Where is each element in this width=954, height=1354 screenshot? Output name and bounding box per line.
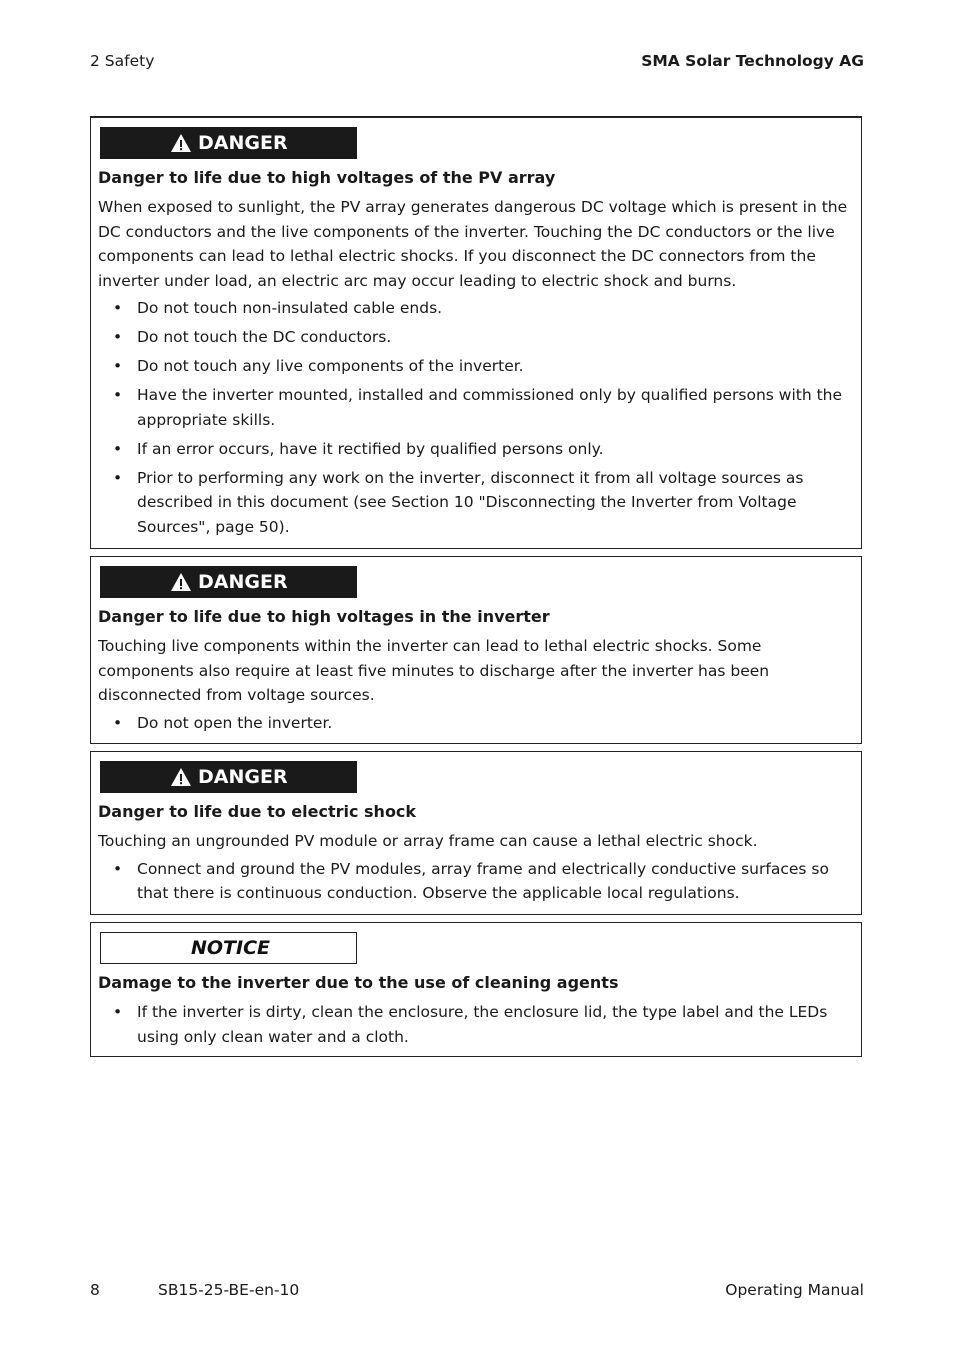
list-item: • Have the inverter mounted, installed and commissioned only by qualified persons with the appropriate skills. [98, 383, 855, 432]
list-item: • If the inverter is dirty, clean the enclosure, the enclosure lid, the type label and the LEDs using only clean water and a cloth. [98, 1000, 855, 1049]
danger-label-text: DANGER [198, 132, 288, 154]
notice-text: Touching live components within the inverter can lead to lethal electric shocks. Some components also require at least five minutes to discharge after the inverter has been disconnected from voltage sources. [98, 637, 770, 705]
notice-label-text: NOTICE [191, 937, 271, 959]
notice-bullet-list [98, 296, 855, 539]
list-item: • Do not open the inverter. [98, 711, 855, 736]
danger-label-text: DANGER [198, 766, 288, 788]
notice-heading: Damage to the inverter due to the use of cleaning agents [98, 973, 619, 992]
notice-bullet-list [98, 711, 855, 736]
danger-label [100, 566, 357, 598]
footer-manual-title: Operating Manual [725, 1281, 864, 1299]
list-item: • Do not touch any live components of the inverter. [98, 354, 855, 379]
danger-notice-inverter-voltage [90, 556, 862, 744]
list-item: • Do not touch non-insulated cable ends. [98, 296, 855, 321]
warning-triangle-icon [170, 572, 192, 592]
danger-label-text: DANGER [198, 571, 288, 593]
notice-text: When exposed to sunlight, the PV array generates dangerous DC voltage which is present in the DC conductors and the live components of the inverter. Touching the DC conductors or the live components can lead to lethal electric shocks. If you disconnect the DC connectors from the inverter under load, an electric arc may occur leading to electric shock and burns. [98, 198, 848, 290]
warning-triangle-icon [170, 767, 192, 787]
list-item: • If an error occurs, have it rectified by qualified persons only. [98, 437, 855, 462]
notice-heading: Danger to life due to high voltages of the PV array [98, 168, 556, 187]
notice-bullet-list [98, 857, 855, 906]
footer-page-number: 8 [90, 1281, 100, 1299]
warning-triangle-icon [170, 133, 192, 153]
danger-notice-electric-shock [90, 751, 862, 915]
danger-label [100, 127, 357, 159]
footer-document-id: SB15-25-BE-en-10 [158, 1281, 300, 1299]
list-item: • Do not touch the DC conductors. [98, 325, 855, 350]
danger-notice-pv-array [90, 116, 862, 549]
notice-label [100, 932, 357, 964]
notice-bullet-list [98, 1000, 855, 1049]
notice-heading: Danger to life due to high voltages in the inverter [98, 607, 550, 626]
header-company: SMA Solar Technology AG [641, 52, 864, 70]
header-section: 2 Safety [90, 52, 155, 70]
notice-heading: Danger to life due to electric shock [98, 802, 417, 821]
list-item: • Prior to performing any work on the inverter, disconnect it from all voltage sources as described in this document (see Section 10 "Disconnecting the Inverter from Voltage Sources", page 50). [98, 466, 855, 540]
notice-text: Touching an ungrounded PV module or array frame can cause a lethal electric shock. [98, 832, 758, 850]
notice-cleaning-agents [90, 922, 862, 1057]
list-item: • Connect and ground the PV modules, array frame and electrically conductive surfaces so that there is continuous conduction. Observe the applicable local regulations. [98, 857, 855, 906]
danger-label [100, 761, 357, 793]
